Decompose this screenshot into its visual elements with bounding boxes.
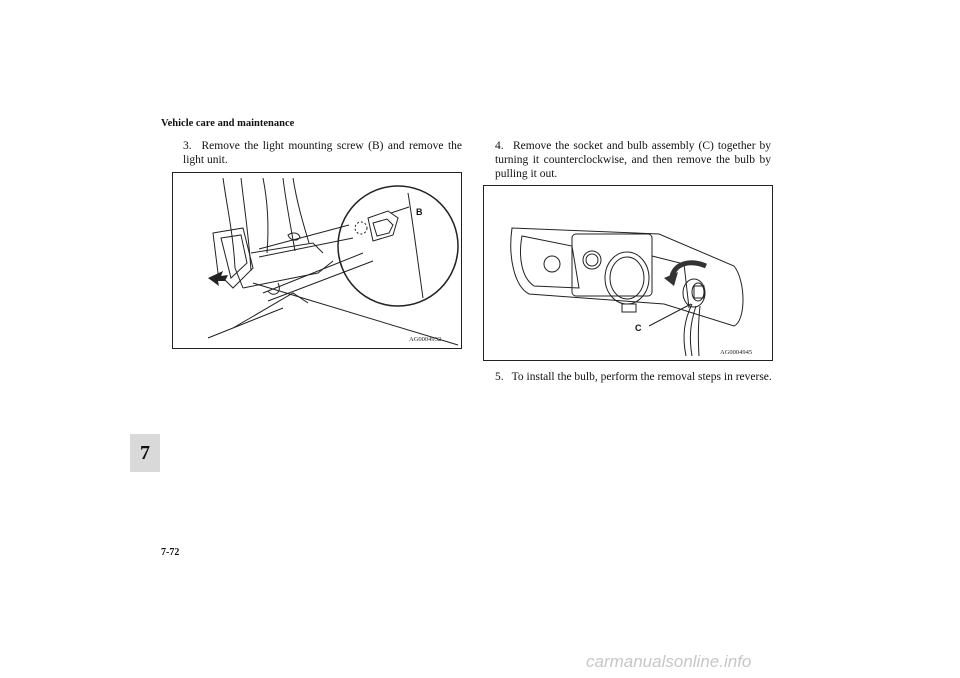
page-number: 7-72 [161, 547, 180, 558]
step-number: 3. [183, 140, 192, 152]
step-3 [183, 139, 462, 167]
figure-socket-bulb [483, 185, 773, 361]
callout-c: C [635, 323, 642, 333]
step-5 [495, 370, 785, 384]
step-number: 5. [495, 371, 504, 383]
figure-code: AG0004932 [409, 336, 442, 343]
figure-code: AG0004945 [720, 349, 753, 356]
step-text: Remove the socket and bulb assembly (C) together by turning it counterclockwise, and then remove the bulb by pulling it out. [495, 140, 772, 180]
chapter-tab: 7 [130, 434, 160, 472]
light-unit-illustration [173, 173, 461, 348]
footer-url[interactable]: carmanualsonline.info [586, 652, 752, 671]
step-text: Remove the light mounting screw (B) and remove the light unit. [183, 140, 462, 166]
callout-b: B [416, 207, 423, 217]
section-title: Vehicle care and maintenance [161, 118, 295, 129]
step-number: 4. [495, 140, 504, 152]
figure-light-mounting-screw [172, 172, 462, 349]
step-4 [495, 139, 771, 181]
socket-bulb-illustration [484, 186, 772, 360]
step-text: To install the bulb, perform the removal steps in reverse. [511, 371, 772, 383]
